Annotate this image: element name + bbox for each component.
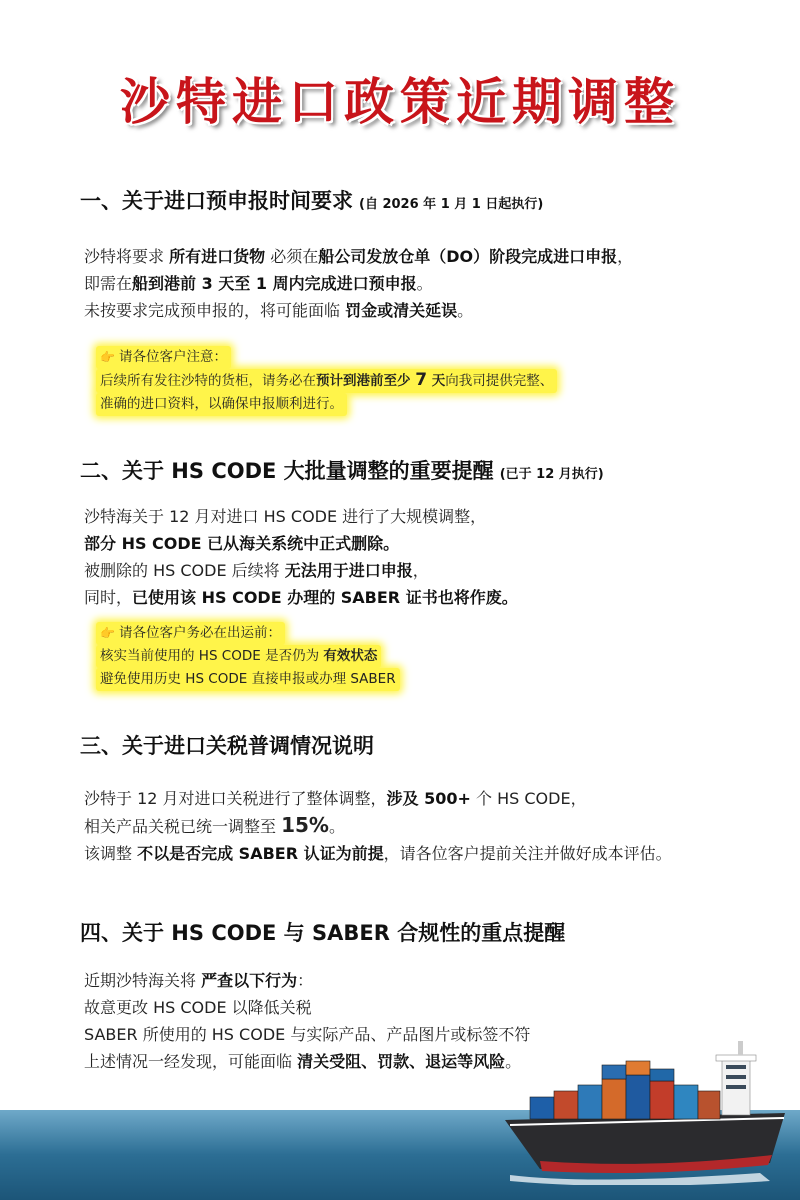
text: 该调整 [84, 844, 138, 863]
text: 。 [505, 1052, 522, 1071]
notice-title: 请各位客户注意： [118, 349, 227, 365]
notice-line-highlight [96, 369, 557, 393]
emphasis-number: 7 [415, 370, 428, 390]
text: 即需在 [84, 274, 133, 293]
text: 沙特将要求 [84, 247, 170, 266]
emphasis: 无法用于进口申报 [284, 561, 413, 580]
section-3-line-2 [84, 812, 672, 840]
section-4-line-3: SABER 所使用的 HS CODE 与实际产品、产品图片或标签不符 [84, 1025, 531, 1044]
notice-title-highlight [96, 622, 285, 645]
section-3-body [84, 785, 672, 867]
pointing-hand-icon: 👉 [100, 626, 115, 640]
notice-line-highlight [96, 645, 381, 668]
section-1-line-1 [84, 243, 633, 270]
section-1-notice [96, 346, 557, 416]
emphasis: 有效状态 [323, 648, 378, 664]
section-4-heading: 四、关于 HS CODE 与 SABER 合规性的重点提醒 [80, 921, 566, 945]
section-1-heading [80, 185, 543, 215]
emphasis: 罚金或清关延误 [345, 301, 458, 320]
text: 后续所有发往沙特的货柜，请务必在 [100, 373, 316, 389]
pointing-hand-icon: 👉 [100, 350, 115, 364]
text: 被删除的 HS CODE 后续将 [84, 561, 285, 580]
notice-line-highlight [96, 393, 347, 416]
section-2-line-4 [84, 584, 518, 611]
emphasis: 已使用该 HS CODE 办理的 SABER 证书也将作废。 [132, 588, 518, 607]
notice-title: 请各位客户务必在出运前： [118, 625, 281, 641]
section-4-line-1 [84, 967, 530, 994]
text: 避免使用历史 HS CODE 直接申报或办理 SABER [100, 671, 396, 687]
section-1-heading-text: 一、关于进口预申报时间要求 [80, 189, 353, 213]
emphasis: 部分 HS CODE 已从海关系统中正式删除。 [84, 534, 400, 553]
text: 核实当前使用的 HS CODE 是否仍为 [100, 648, 324, 664]
text: 上述情况一经发现，可能面临 [84, 1052, 298, 1071]
text: 未按要求完成预申报的，将可能面临 [84, 301, 346, 320]
text: 必须在 [265, 247, 319, 266]
section-2-effective-date: (已于 12 月执行) [499, 467, 604, 482]
text: 。 [457, 301, 474, 320]
text: 近期沙特海关将 [84, 971, 202, 990]
text: ： [297, 971, 314, 990]
section-1-line-2 [84, 270, 633, 297]
section-2-line-2 [84, 530, 518, 557]
section-1-line-3 [84, 297, 633, 324]
section-2-line-3 [84, 557, 518, 584]
section-2-notice [96, 622, 400, 691]
container-ship-illustration [500, 1035, 790, 1185]
text: 个 HS CODE， [470, 789, 587, 808]
tariff-rate: 15% [281, 813, 329, 837]
emphasis: 涉及 500+ [386, 789, 471, 808]
emphasis: 船公司发放仓单（DO）阶段完成进口申报 [318, 247, 618, 266]
section-2-heading-text: 二、关于 HS CODE 大批量调整的重要提醒 [80, 459, 494, 483]
text: ， [412, 561, 429, 580]
text: 同时， [84, 588, 133, 607]
notice-title-highlight [96, 346, 231, 369]
emphasis: 天 [427, 373, 446, 389]
emphasis: 严查以下行为 [201, 971, 298, 990]
section-4-body [84, 967, 530, 1075]
notice-line-highlight [96, 668, 400, 691]
section-4-line-2: 故意更改 HS CODE 以降低关税 [84, 998, 312, 1017]
text: 沙特于 12 月对进口关税进行了整体调整， [84, 789, 387, 808]
emphasis: 清关受阻、罚款、退运等风险 [297, 1052, 506, 1071]
section-2-body [84, 503, 518, 611]
emphasis: 不以是否完成 SABER 认证为前提 [137, 844, 384, 863]
section-3-heading: 三、关于进口关税普调情况说明 [80, 734, 374, 758]
section-3-line-1 [84, 785, 672, 812]
section-2-line-1: 沙特海关于 12 月对进口 HS CODE 进行了大规模调整， [84, 507, 487, 526]
page-title: 沙特进口政策近期调整 [120, 72, 680, 131]
text: 向我司提供完整、 [445, 373, 554, 389]
section-1-body [84, 243, 633, 324]
text: 。 [328, 817, 345, 836]
text: 相关产品关税已统一调整至 [84, 817, 282, 836]
section-1-effective-date: (自 2026 年 1 月 1 日起执行) [359, 197, 544, 212]
section-2-heading [80, 455, 604, 485]
text: 准确的进口资料，以确保申报顺利进行。 [100, 396, 343, 412]
section-3-line-3 [84, 840, 672, 867]
emphasis: 船到港前 3 天至 1 周内完成进口预申报 [132, 274, 417, 293]
section-4-line-4 [84, 1048, 530, 1075]
emphasis: 所有进口货物 [169, 247, 266, 266]
text: ， [617, 247, 634, 266]
text: ，请各位客户提前关注并做好成本评估。 [383, 844, 672, 863]
text: 。 [416, 274, 433, 293]
emphasis: 预计到港前至少 [316, 373, 416, 389]
